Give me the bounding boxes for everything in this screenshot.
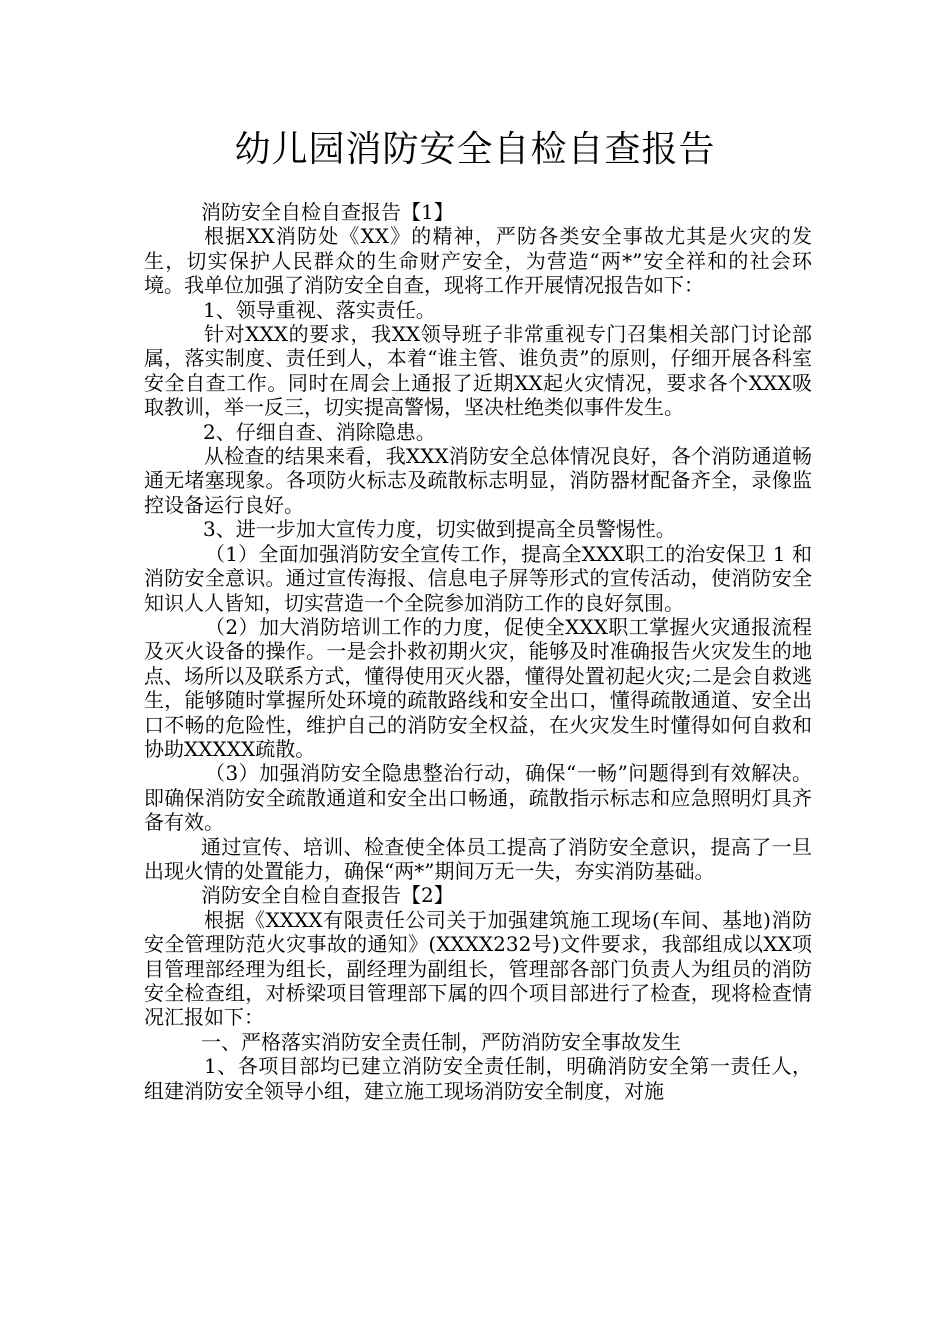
paragraph: 根据XX消防处《XX》的精神，严防各类安全事故尤其是火灾的发生，切实保护人民群众的生命财产安全，为营造“两*”安全祥和的社会环境。我单位加强了消防安全自查，现将工作开展情况报告如下： xyxy=(144,224,812,298)
document-title: 幼儿园消防安全自检自查报告 xyxy=(234,129,716,170)
sub-item-paragraph: （2）加大消防培训工作的力度，促使全XXX职工掌握火灾通报流程及灭火设备的操作。一是会扑救初期火灾，能够及时准确报告火灾发生的地点、场所以及联系方式，懂得使用灭火器，懂得处置初起火灾;二是会自救逃生，能够随时掌握所处环境的疏散路线和安全出口，懂得疏散通道、安全出口不畅的危险性，维护自己的消防安全权益，在火灾发生时懂得如何自救和协助XXXXX疏散。 xyxy=(144,614,812,761)
paragraph: 1、各项目部均已建立消防安全责任制，明确消防安全第一责任人，组建消防安全领导小组，建立施工现场消防安全制度，对施 xyxy=(144,1054,812,1103)
paragraph: 根据《XXXX有限责任公司关于加强建筑施工现场(车间、基地)消防安全管理防范火灾事故的通知》(XXXX232号)文件要求，我部组成以XX项目管理部经理为组长，副经理为副组长，管理部各部门负责人为组员的消防安全检查组，对桥梁项目管理部下属的四个项目部进行了检查，现将检查情况汇报如下： xyxy=(144,907,812,1030)
numbered-heading: 2、仔细自查、消除隐患。 xyxy=(203,419,436,444)
document-body xyxy=(144,200,812,1103)
paragraph: 针对XXX的要求，我XX领导班子非常重视专门召集相关部门讨论部属，落实制度、责任到人，本着“谁主管、谁负责”的原则，仔细开展各科室安全自查工作。同时在周会上通报了近期XX起火灾情况，要求各个XXX吸取教训，举一反三，切实提高警惕，坚决杜绝类似事件发生。 xyxy=(144,322,812,420)
sub-item-paragraph: （1）全面加强消防安全宣传工作，提高全XXX职工的治安保卫 1 和消防安全意识。通过宣传海报、信息电子屏等形式的宣传活动，使消防安全知识人人皆知，切实营造一个全院参加消防工作的良好氛围。 xyxy=(144,541,812,615)
section-heading-1: 消防安全自检自查报告【1】 xyxy=(201,200,454,224)
numbered-heading: 1、领导重视、落实责任。 xyxy=(203,297,436,322)
numbered-heading: 3、进一步加大宣传力度，切实做到提高全员警惕性。 xyxy=(203,517,676,542)
part-heading: 一、严格落实消防安全责任制，严防消防安全事故发生 xyxy=(201,1029,681,1054)
paragraph: 通过宣传、培训、检查使全体员工提高了消防安全意识，提高了一旦出现火情的处置能力，确保“两*”期间万无一失，夯实消防基础。 xyxy=(144,834,812,883)
paragraph: 从检查的结果来看，我XXX消防安全总体情况良好，各个消防通道畅通无堵塞现象。各项防火标志及疏散标志明显，消防器材配备齐全，录像监控设备运行良好。 xyxy=(144,444,812,517)
section-heading-2: 消防安全自检自查报告【2】 xyxy=(201,883,454,908)
sub-item-paragraph: （3）加强消防安全隐患整治行动，确保“一畅”问题得到有效解决。即确保消防安全疏散通道和安全出口畅通，疏散指示标志和应急照明灯具齐备有效。 xyxy=(144,761,812,835)
